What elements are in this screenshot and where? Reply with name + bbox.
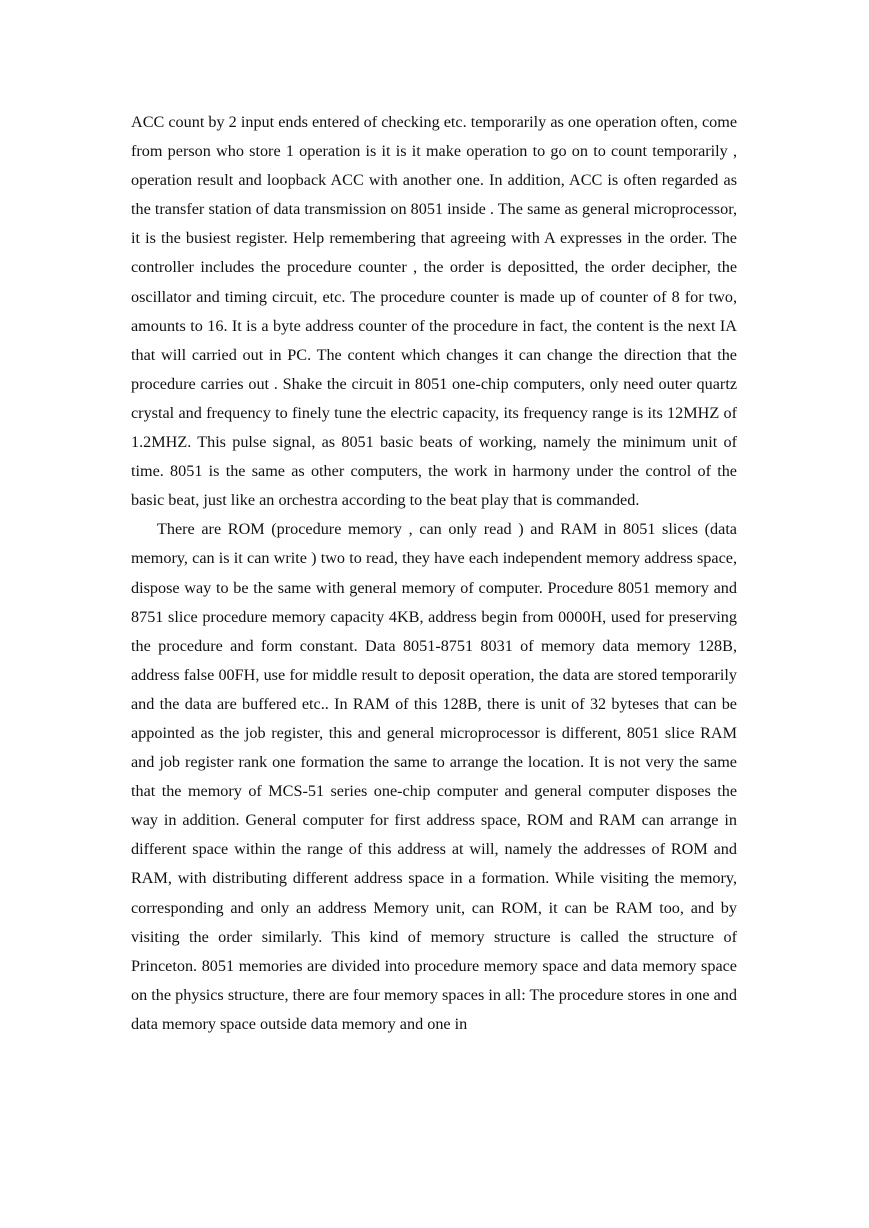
body-text (131, 108, 737, 1039)
paragraph-2: There are ROM (procedure memory , can only read ) and RAM in 8051 slices (data memory, can is it can write ) two to read, they have each independent memory address space, dispose way to be the same with general memory of computer. Procedure 8051 memory and 8751 slice procedure memory capacity 4KB, address begin from 0000H, used for preserving the procedure and form constant. Data 8051-8751 8031 of memory data memory 128B, address false 00FH, use for middle result to deposit operation, the data are stored temporarily and the data are buffered etc.. In RAM of this 128B, there is unit of 32 byteses that can be appointed as the job register, this and general microprocessor is different, 8051 slice RAM and job register rank one formation the same to arrange the location. It is not very the same that the memory of MCS-51 series one-chip computer and general computer disposes the way in addition. General computer for first address space, ROM and RAM can arrange in different space within the range of this address at will, namely the addresses of ROM and RAM, with distributing different address space in a formation. While visiting the memory, corresponding and only an address Memory unit, can ROM, it can be RAM too, and by visiting the order similarly. This kind of memory structure is called the structure of Princeton. 8051 memories are divided into procedure memory space and data memory space on the physics structure, there are four memory spaces in all: The procedure stores in one and data memory space outside data memory and one in (131, 520, 737, 1033)
paragraph-1: ACC count by 2 input ends entered of checking etc. temporarily as one operation often, come from person who store 1 operation is it is it make operation to go on to count temporarily , operation result and loopback ACC with another one. In addition, ACC is often regarded as the transfer station of data transmission on 8051 inside . The same as general microprocessor, it is the busiest register. Help remembering that agreeing with A expresses in the order. The controller includes the procedure counter , the order is depositted, the order decipher, the oscillator and timing circuit, etc. The procedure counter is made up of counter of 8 for two, amounts to 16. It is a byte address counter of the procedure in fact, the content is the next IA that will carried out in PC. The content which changes it can change the direction that the procedure carries out . Shake the circuit in 8051 one-chip computers, only need outer quartz crystal and frequency to finely tune the electric capacity, its frequency range is its 12MHZ of 1.2MHZ. This pulse signal, as 8051 basic beats of working, namely the minimum unit of time. 8051 is the same as other computers, the work in harmony under the control of the basic beat, just like an orchestra according to the beat play that is commanded. (131, 113, 737, 510)
